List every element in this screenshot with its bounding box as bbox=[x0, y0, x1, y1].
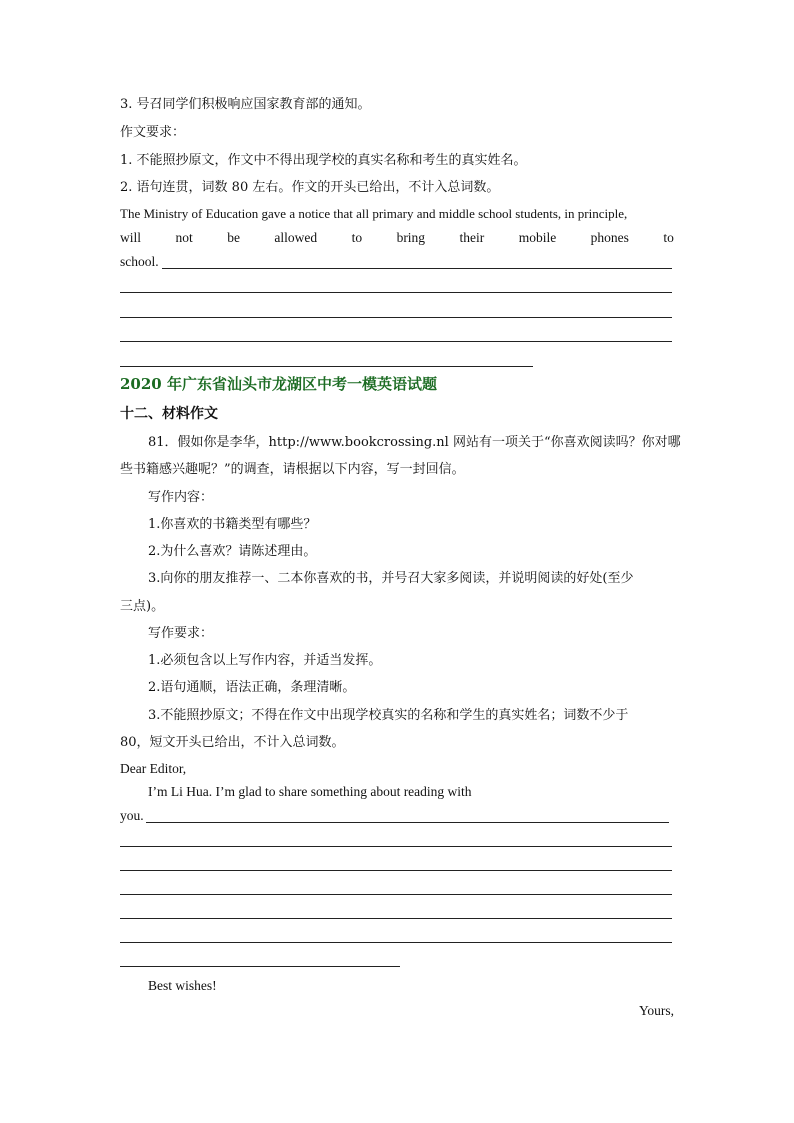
writing-line bbox=[120, 292, 672, 293]
letter-opening-line-2: you. bbox=[120, 808, 144, 823]
opening-line-2 bbox=[120, 229, 674, 247]
writing-line bbox=[120, 366, 533, 367]
content-item-3-line-2: 三点)。 bbox=[120, 599, 165, 614]
exam-title: 2020 年广东省汕头市龙湖区中考一模英语试题 bbox=[120, 375, 437, 393]
item-3: 3. 号召同学们积极响应国家教育部的通知。 bbox=[120, 97, 371, 112]
writing-line bbox=[120, 341, 672, 342]
requirement-1: 1.必须包含以上写作内容，并适当发挥。 bbox=[148, 653, 382, 668]
opening-word: not bbox=[175, 230, 193, 245]
requirement-2: 2. 语句连贯，词数 80 左右。作文的开头已给出，不计入总词数。 bbox=[120, 180, 500, 195]
writing-line bbox=[120, 966, 400, 967]
requirement-1: 1. 不能照抄原文，作文中不得出现学校的真实名称和考生的真实姓名。 bbox=[120, 153, 527, 168]
question-line-1: 81．假如你是李华，http://www.bookcrossing.nl 网站有一项关于“你喜欢阅读吗？你对哪 bbox=[148, 435, 681, 450]
writing-line bbox=[120, 846, 672, 847]
writing-line bbox=[146, 822, 669, 823]
writing-line bbox=[120, 317, 672, 318]
content-item-3-line-1: 3.向你的朋友推荐一、二本你喜欢的书，并号召大家多阅读，并说明阅读的好处(至少 bbox=[148, 571, 634, 586]
writing-line bbox=[120, 918, 672, 919]
opening-line-1: The Ministry of Education gave a notice that all primary and middle school students, in principle, bbox=[120, 206, 628, 221]
content-label: 写作内容： bbox=[148, 490, 214, 505]
opening-word: to bbox=[351, 230, 363, 245]
opening-line-3: school. bbox=[120, 254, 159, 269]
letter-opening-line-1: I’m Li Hua. I’m glad to share something about reading with bbox=[148, 784, 472, 799]
writing-line bbox=[162, 268, 672, 269]
opening-word: allowed bbox=[274, 230, 318, 245]
section-heading: 十二、材料作文 bbox=[120, 406, 218, 422]
requirement-3-line-2: 80，短文开头已给出，不计入总词数。 bbox=[120, 735, 345, 750]
writing-line bbox=[120, 942, 672, 943]
letter-salutation: Dear Editor, bbox=[120, 761, 187, 776]
requirement-3-line-1: 3.不能照抄原文；不得在作文中出现学校真实的名称和学生的真实姓名；词数不少于 bbox=[148, 708, 629, 723]
requirements-label: 写作要求： bbox=[148, 626, 214, 641]
opening-word: bring bbox=[396, 230, 426, 245]
opening-word: will bbox=[120, 230, 142, 245]
question-line-2: 些书籍感兴趣呢？”的调查，请根据以下内容，写一封回信。 bbox=[120, 462, 465, 477]
content-item-2: 2.为什么喜欢？请陈述理由。 bbox=[148, 544, 317, 559]
opening-word: to bbox=[663, 230, 674, 245]
letter-closing: Best wishes! bbox=[148, 978, 217, 993]
requirements-label: 作文要求： bbox=[120, 125, 186, 140]
opening-word: their bbox=[459, 230, 485, 245]
writing-line bbox=[120, 894, 672, 895]
writing-line bbox=[120, 870, 672, 871]
opening-word: phones bbox=[590, 230, 629, 245]
requirement-2: 2.语句通顺，语法正确，条理清晰。 bbox=[148, 680, 356, 695]
opening-word: mobile bbox=[518, 230, 557, 245]
opening-word: be bbox=[227, 230, 240, 245]
letter-signoff: Yours, bbox=[638, 1003, 674, 1018]
content-item-1: 1.你喜欢的书籍类型有哪些？ bbox=[148, 517, 317, 532]
